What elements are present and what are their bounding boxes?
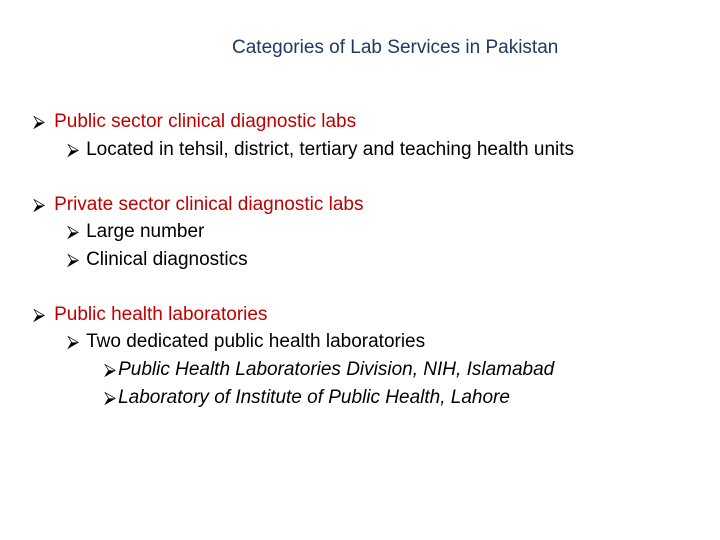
bullet-label: Public sector clinical diagnostic labs — [54, 111, 357, 132]
bullet-item-level3 — [104, 386, 510, 410]
bullet-item-level2 — [67, 138, 574, 162]
arrow-bullet-icon: ⮚ — [104, 388, 117, 407]
arrow-bullet-icon: ⮚ — [33, 112, 46, 131]
bullet-item-level2 — [67, 330, 425, 354]
arrow-bullet-icon: ⮚ — [67, 222, 80, 241]
bullet-item-level2 — [67, 220, 204, 244]
bullet-label: Located in tehsil, district, tertiary and teaching health units — [86, 139, 575, 160]
bullet-label: Public health laboratories — [54, 304, 268, 325]
bullet-label: Two dedicated public health laboratories — [86, 331, 426, 352]
bullet-item-level1 — [33, 303, 267, 327]
arrow-bullet-icon: ⮚ — [67, 140, 80, 159]
bullet-label: Laboratory of Institute of Public Health, Lahore — [118, 387, 510, 408]
bullet-label: Large number — [86, 221, 205, 242]
bullet-label: Public Health Laboratories Division, NIH, Islamabad — [118, 359, 555, 380]
bullet-item-level1 — [33, 110, 356, 134]
bullet-item-level2 — [67, 248, 248, 272]
bullet-label: Private sector clinical diagnostic labs — [54, 194, 364, 215]
arrow-bullet-icon: ⮚ — [67, 250, 80, 269]
arrow-bullet-icon: ⮚ — [33, 305, 46, 324]
slide-title: Categories of Lab Services in Pakistan — [232, 37, 559, 58]
bullet-item-level3 — [104, 358, 554, 382]
bullet-label: Clinical diagnostics — [86, 249, 248, 270]
arrow-bullet-icon: ⮚ — [67, 332, 80, 351]
bullet-item-level1 — [33, 193, 364, 217]
arrow-bullet-icon: ⮚ — [33, 195, 46, 214]
arrow-bullet-icon: ⮚ — [104, 360, 117, 379]
